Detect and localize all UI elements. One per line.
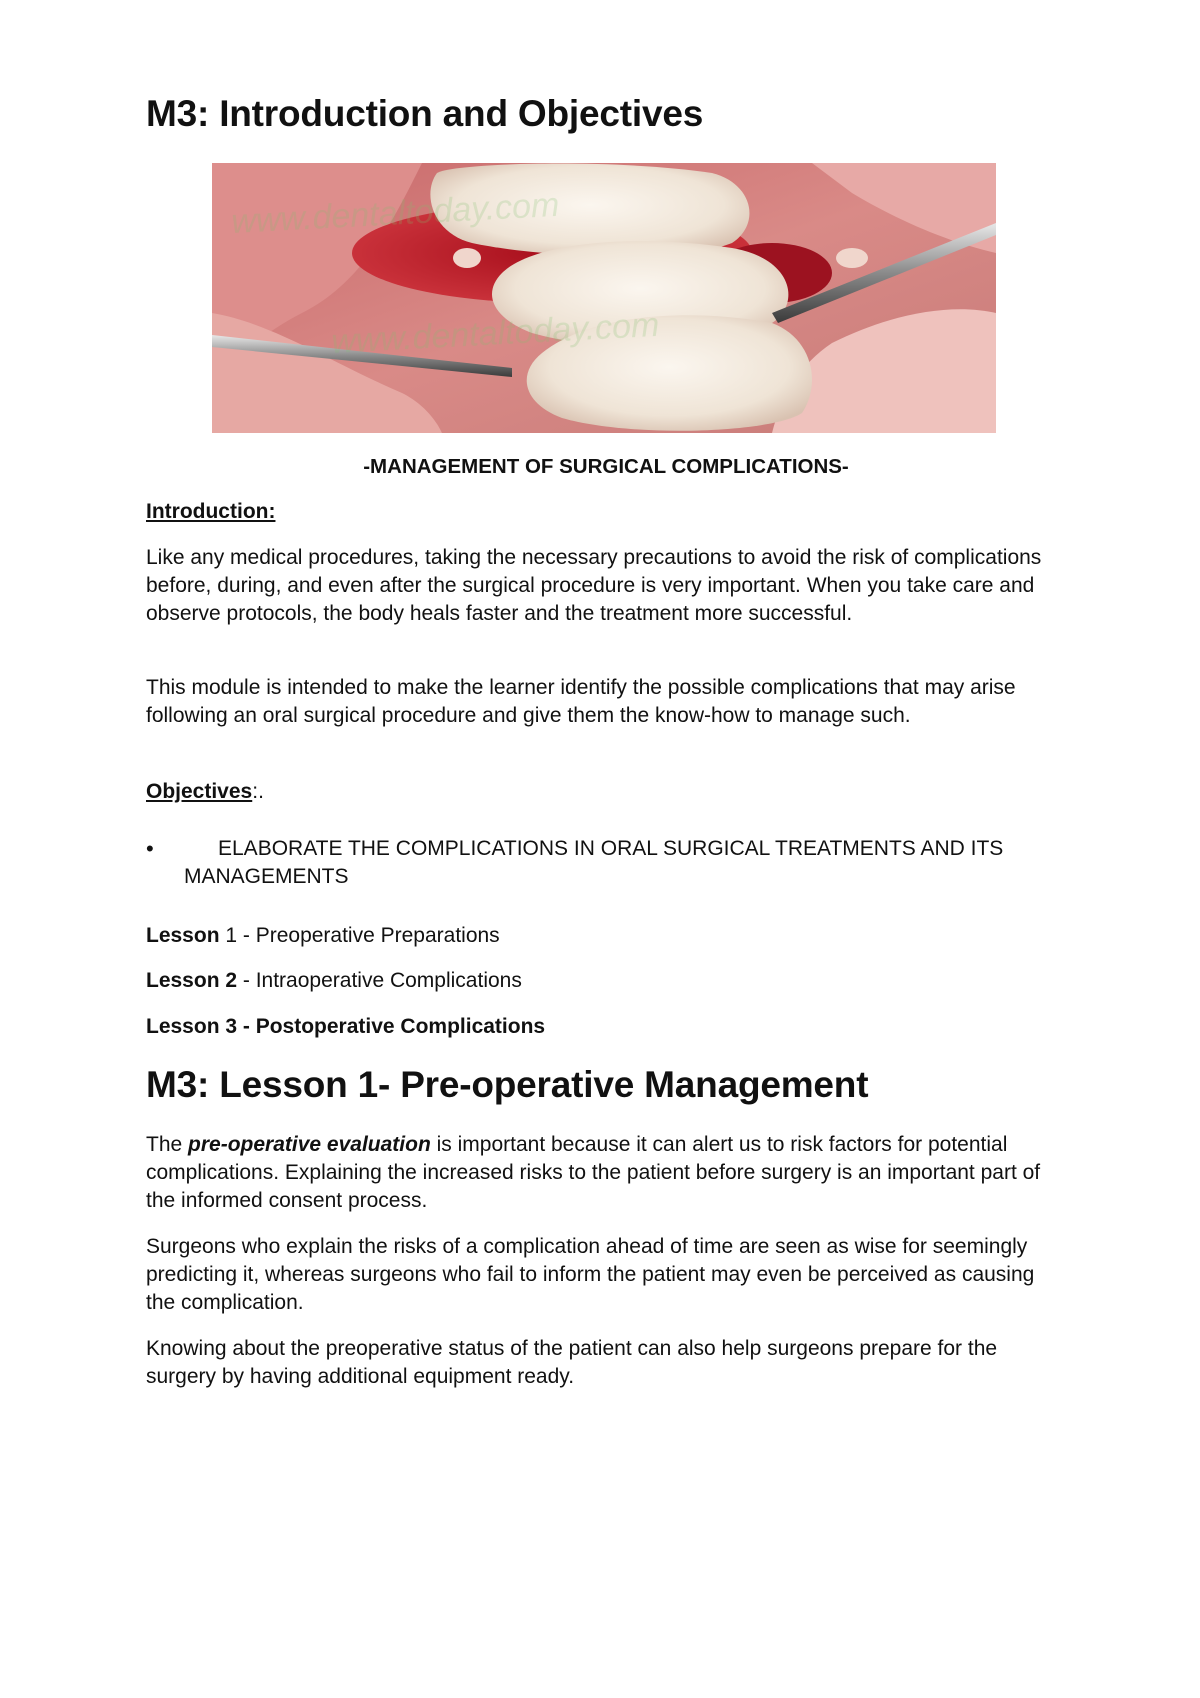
lesson-1-title: 1 - Preoperative Preparations	[219, 924, 500, 947]
introduction-heading	[146, 498, 1066, 526]
introduction-heading-text: Introduction:	[146, 500, 276, 523]
objectives-heading	[146, 778, 1066, 806]
objectives-heading-suffix: :.	[252, 780, 264, 803]
surgical-photo	[212, 163, 996, 433]
lesson-1-entry	[146, 922, 1066, 950]
lesson-3-entry	[146, 1013, 1066, 1041]
objective-1-text: ELABORATE THE COMPLICATIONS IN ORAL SURGICAL TREATMENTS AND ITS MANAGEMENTS	[184, 837, 1004, 888]
lesson1-p1-before: The	[146, 1133, 189, 1156]
objective-text	[184, 835, 1064, 891]
objectives-heading-text: Objectives	[146, 780, 253, 803]
lesson-3-label: Lesson 3 - Postoperative Complications	[146, 1015, 546, 1038]
lesson1-paragraph-1	[146, 1131, 1066, 1215]
lesson1-p1-after: is important because it can alert us to risk factors for potential complications. Explaining the increased risks to the patient before surgery is an important part of the informed consent process.	[146, 1133, 1041, 1212]
lesson-1-label: Lesson	[146, 924, 220, 947]
lesson-1-title-heading: M3: Lesson 1- Pre-operative Management	[146, 1064, 869, 1105]
intro-paragraph-1: Like any medical procedures, taking the necessary precautions to avoid the risk of complications before, during, and even after the surgical procedure is very important. When you take care and observe protocols, the body heals faster and the treatment more successful.	[146, 546, 1042, 625]
lesson1-paragraph-2: Surgeons who explain the risks of a complication ahead of time are seen as wise for seemingly predicting it, whereas surgeons who fail to inform the patient may even be perceived as causing the complication.	[146, 1235, 1035, 1314]
module-caption: -MANAGEMENT OF SURGICAL COMPLICATIONS-	[363, 455, 849, 478]
intro-paragraph-2: This module is intended to make the learner identify the possible complications that may arise following an oral surgical procedure and give them the know-how to manage such.	[146, 676, 1016, 727]
module-title: M3: Introduction and Objectives	[146, 93, 704, 134]
lesson1-p1-emphasis: pre-operative evaluation	[188, 1133, 431, 1156]
lesson1-paragraph-3: Knowing about the preoperative status of the patient can also help surgeons prepare for the surgery by having additional equipment ready.	[146, 1337, 998, 1388]
svg-text:www.dentaltoday.com: www.dentaltoday.com	[230, 185, 561, 241]
lesson-2-title: - Intraoperative Complications	[237, 969, 522, 992]
lesson-2-label: Lesson 2	[146, 969, 238, 992]
lesson-2-entry	[146, 967, 1066, 995]
svg-text:www.dentaltoday.com: www.dentaltoday.com	[330, 305, 661, 361]
bullet-icon: •	[146, 836, 154, 861]
